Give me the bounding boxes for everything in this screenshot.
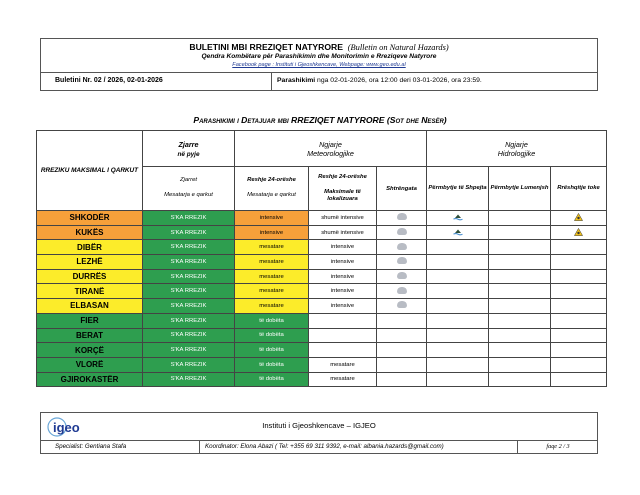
rain-average: të dobëta xyxy=(235,372,309,387)
river-flood-cell xyxy=(489,211,551,226)
table-row xyxy=(37,372,607,387)
landslide-cell xyxy=(551,328,607,343)
fire-risk: S'KA RREZIK xyxy=(143,240,235,255)
header-meteo-group: Ngjarje Meteorologjike xyxy=(235,131,427,167)
landslide-cell xyxy=(551,240,607,255)
storm-cell xyxy=(377,269,427,284)
coordinator: Koordinator: Elona Abazi ( Tel: +355 69 311 9392, e-mail: albania.hazards@gmail.com) xyxy=(205,443,444,450)
flash-flood-cell xyxy=(427,225,489,240)
river-flood-cell xyxy=(489,225,551,240)
rain-max-localized: intensive xyxy=(309,284,377,299)
fire-risk: S'KA RREZIK xyxy=(143,313,235,328)
storm-cell xyxy=(377,211,427,226)
cloud-icon xyxy=(397,287,407,294)
table-row xyxy=(37,240,607,255)
header-storms: Shtrëngata xyxy=(377,167,427,211)
landslide-cell xyxy=(551,313,607,328)
footer-vdivider-2 xyxy=(517,440,518,453)
river-flood-cell xyxy=(489,299,551,314)
landslide-cell xyxy=(551,225,607,240)
fire-risk: S'KA RREZIK xyxy=(143,269,235,284)
header-fires: Zjarret Mesatarja e qarkut xyxy=(143,167,235,211)
table-row xyxy=(37,269,607,284)
storm-cell xyxy=(377,328,427,343)
rain-max-localized: shumë intensive xyxy=(309,211,377,226)
landslide-cell xyxy=(551,343,607,358)
rain-max-localized xyxy=(309,343,377,358)
table-header-row-1 xyxy=(37,131,607,167)
storm-cell xyxy=(377,357,427,372)
landslide-warning-icon xyxy=(574,213,583,221)
rain-max-localized: shumë intensive xyxy=(309,225,377,240)
rain-max-localized: mesatare xyxy=(309,372,377,387)
storm-cell xyxy=(377,240,427,255)
header-river-floods: Përmbytje Lumenjsh xyxy=(489,167,551,211)
hazard-table xyxy=(36,130,607,387)
rain-max-localized xyxy=(309,313,377,328)
rain-max-localized: intensive xyxy=(309,269,377,284)
rain-average: mesatare xyxy=(235,284,309,299)
landslide-cell xyxy=(551,269,607,284)
cloud-icon xyxy=(397,228,407,235)
bulletin-number: Buletini Nr. 02 / 2026, 02-01-2026 xyxy=(55,77,163,84)
forecast-period-text: nga 02-01-2026, ora 12:00 deri 03-01-2026, ora 23:59. xyxy=(315,77,482,84)
table-row xyxy=(37,313,607,328)
rain-max-localized xyxy=(309,328,377,343)
section-title: Parashikimi i Detajuar mbi RREZIQET NATYRORE (Sot dhe Nesër) xyxy=(193,115,447,125)
footer-vdivider-1 xyxy=(199,440,200,453)
bulletin-subtitle: Qendra Kombëtare për Parashikimin dhe Monitorimin e Rreziqeve Natyrore xyxy=(201,53,437,60)
bulletin-title-en: (Bulletin on Natural Hazards) xyxy=(347,43,449,52)
flash-flood-cell xyxy=(427,313,489,328)
rain-max-localized: intensive xyxy=(309,240,377,255)
rain-max-localized: intensive xyxy=(309,255,377,270)
county-name: DURRËS xyxy=(37,269,143,284)
fire-risk: S'KA RREZIK xyxy=(143,225,235,240)
table-body xyxy=(37,211,607,387)
table-row xyxy=(37,255,607,270)
river-flood-cell xyxy=(489,357,551,372)
landslide-warning-icon xyxy=(574,228,583,236)
table-row xyxy=(37,284,607,299)
institute-name: Instituti i Gjeoshkencave – IGJEO xyxy=(262,421,376,430)
county-name: TIRANË xyxy=(37,284,143,299)
header-hydro-group: Ngjarje Hidrologjike xyxy=(427,131,607,167)
storm-cell xyxy=(377,299,427,314)
county-name: DIBËR xyxy=(37,240,143,255)
landslide-cell xyxy=(551,299,607,314)
storm-cell xyxy=(377,255,427,270)
header-flash-floods: Përmbytje të Shpejta xyxy=(427,167,489,211)
fire-risk: S'KA RREZIK xyxy=(143,343,235,358)
county-name: VLORË xyxy=(37,357,143,372)
cloud-icon xyxy=(397,257,407,264)
storm-cell xyxy=(377,284,427,299)
forecast-label: Parashikimi xyxy=(277,77,316,84)
storm-cell xyxy=(377,225,427,240)
county-name: GJIROKASTËR xyxy=(37,372,143,387)
county-name: FIER xyxy=(37,313,143,328)
table-row xyxy=(37,211,607,226)
fire-risk: S'KA RREZIK xyxy=(143,299,235,314)
storm-cell xyxy=(377,372,427,387)
flood-icon xyxy=(453,213,463,221)
table-row xyxy=(37,328,607,343)
river-flood-cell xyxy=(489,343,551,358)
county-name: SHKODËR xyxy=(37,211,143,226)
flash-flood-cell xyxy=(427,299,489,314)
river-flood-cell xyxy=(489,284,551,299)
rain-max-localized: intensive xyxy=(309,299,377,314)
table-row xyxy=(37,357,607,372)
fire-risk: S'KA RREZIK xyxy=(143,284,235,299)
flash-flood-cell xyxy=(427,269,489,284)
flash-flood-cell xyxy=(427,211,489,226)
header-rain-avg: Reshje 24-orëshe Mesatarja e qarkut xyxy=(235,167,309,211)
flash-flood-cell xyxy=(427,328,489,343)
rain-average: të dobëta xyxy=(235,343,309,358)
flash-flood-cell xyxy=(427,255,489,270)
rain-average: mesatare xyxy=(235,299,309,314)
fire-risk: S'KA RREZIK xyxy=(143,328,235,343)
river-flood-cell xyxy=(489,372,551,387)
rain-average: të dobëta xyxy=(235,328,309,343)
county-name: KUKËS xyxy=(37,225,143,240)
header-divider xyxy=(41,72,597,73)
fire-risk: S'KA RREZIK xyxy=(143,357,235,372)
river-flood-cell xyxy=(489,255,551,270)
table-row xyxy=(37,299,607,314)
flash-flood-cell xyxy=(427,343,489,358)
page-number: faqe 2 / 3 xyxy=(546,443,570,450)
landslide-cell xyxy=(551,255,607,270)
bulletin-title: BULETINI MBI RREZIQET NATYRORE (Bulletin on Natural Hazards) xyxy=(189,42,449,52)
flood-icon xyxy=(453,228,463,236)
bulletin-links xyxy=(41,62,597,68)
storm-cell xyxy=(377,343,427,358)
cloud-icon xyxy=(397,213,407,220)
header-rain-max: Reshje 24-orëshe Maksimale të lokalizuara xyxy=(309,167,377,211)
river-flood-cell xyxy=(489,269,551,284)
specialist: Specialist: Gentiana Stafa xyxy=(55,443,127,450)
forecast-period xyxy=(277,77,482,84)
header-vertical-divider xyxy=(271,72,272,90)
landslide-cell xyxy=(551,284,607,299)
fire-risk: S'KA RREZIK xyxy=(143,372,235,387)
landslide-cell xyxy=(551,357,607,372)
county-name: LEZHË xyxy=(37,255,143,270)
footer-divider xyxy=(41,440,597,441)
rain-average: të dobëta xyxy=(235,357,309,372)
cloud-icon xyxy=(397,243,407,250)
flash-flood-cell xyxy=(427,372,489,387)
river-flood-cell xyxy=(489,313,551,328)
rain-average: intensive xyxy=(235,225,309,240)
flash-flood-cell xyxy=(427,357,489,372)
cloud-icon xyxy=(397,301,407,308)
header-max-risk: RREZIKU MAKSIMAL I QARKUT xyxy=(37,131,143,211)
bulletin-footer xyxy=(40,412,598,454)
bulletin-header xyxy=(40,38,598,91)
facebook-link[interactable]: Facebook page : Instituti i Gjeoshkencave, Webpage: www.geo.edu.al xyxy=(232,62,406,68)
cloud-icon xyxy=(397,272,407,279)
county-name: ELBASAN xyxy=(37,299,143,314)
fire-risk: S'KA RREZIK xyxy=(143,255,235,270)
flash-flood-cell xyxy=(427,240,489,255)
header-fire-group: Zjarre në pyje xyxy=(143,131,235,167)
header-landslides: Rrëshqitje toke xyxy=(551,167,607,211)
fire-risk: S'KA RREZIK xyxy=(143,211,235,226)
igeo-logo-text: igeo xyxy=(53,420,80,435)
rain-average: intensive xyxy=(235,211,309,226)
rain-max-localized: mesatare xyxy=(309,357,377,372)
rain-average: mesatare xyxy=(235,269,309,284)
table-row xyxy=(37,225,607,240)
table-row xyxy=(37,343,607,358)
landslide-cell xyxy=(551,372,607,387)
rain-average: mesatare xyxy=(235,240,309,255)
storm-cell xyxy=(377,313,427,328)
rain-average: të dobëta xyxy=(235,313,309,328)
flash-flood-cell xyxy=(427,284,489,299)
river-flood-cell xyxy=(489,328,551,343)
landslide-cell xyxy=(551,211,607,226)
river-flood-cell xyxy=(489,240,551,255)
rain-average: mesatare xyxy=(235,255,309,270)
county-name: KORÇË xyxy=(37,343,143,358)
county-name: BERAT xyxy=(37,328,143,343)
